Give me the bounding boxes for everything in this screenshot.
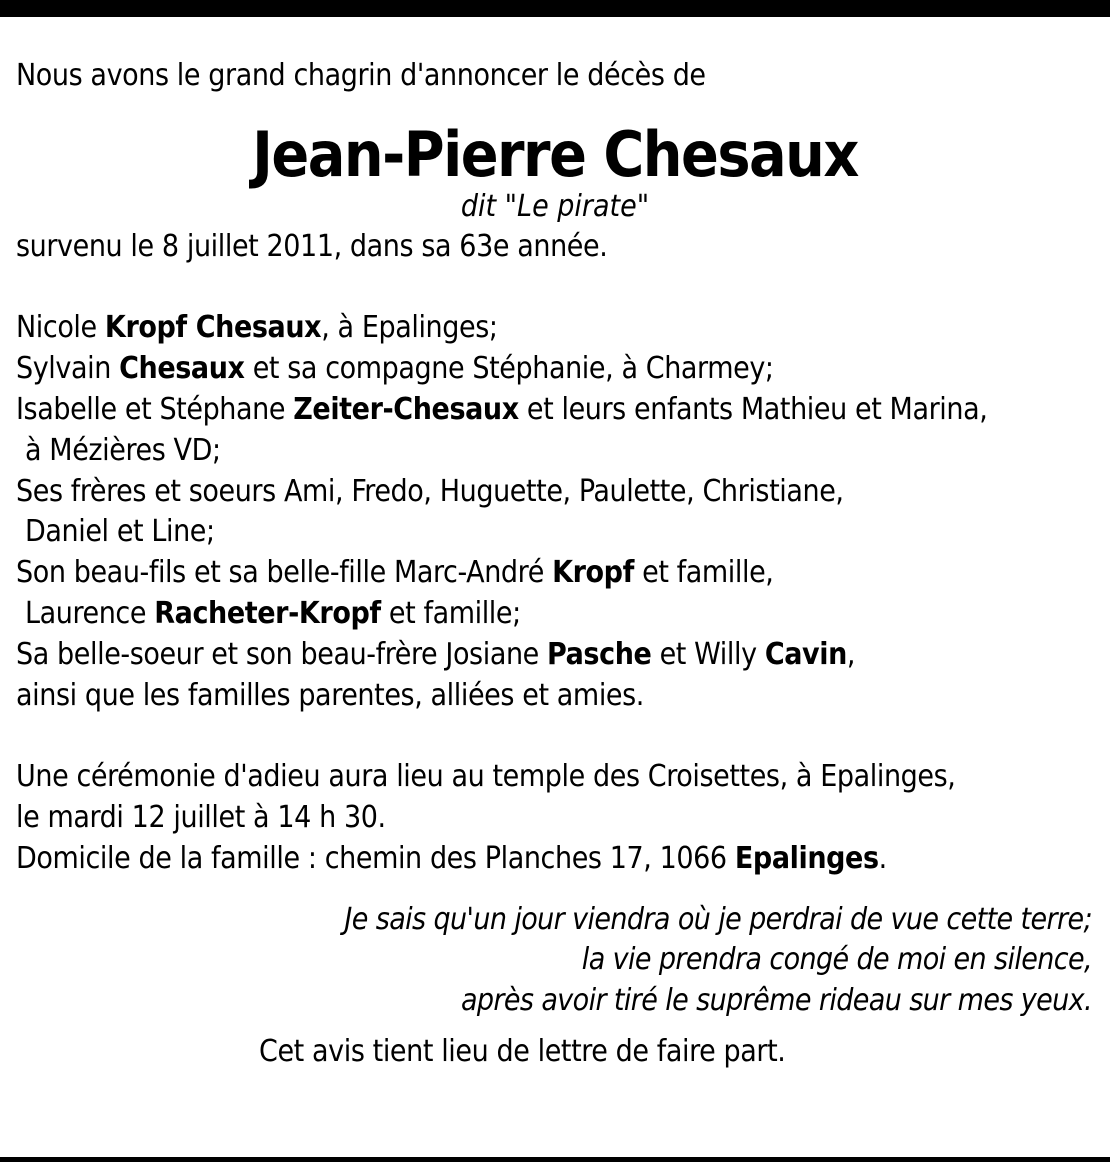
family-surname: Pasche — [547, 636, 652, 672]
family-text: et famille; — [380, 595, 521, 631]
family-line-3 — [16, 390, 1096, 431]
family-line-9 — [16, 635, 1096, 676]
death-date-line: survenu le 8 juillet 2011, dans sa 63e année. — [16, 228, 608, 264]
family-line-4: à Mézières VD; — [25, 432, 221, 468]
family-line-2 — [16, 349, 1096, 390]
family-surname: Cavin — [764, 636, 847, 672]
family-line-8 — [16, 594, 1096, 635]
family-text: et Willy — [651, 636, 765, 672]
family-line-5: Ses frères et soeurs Ami, Fredo, Huguette, Paulette, Christiane, — [16, 473, 844, 509]
poem-line-2: la vie prendra congé de moi en silence, — [581, 942, 1092, 978]
family-text: et famille, — [633, 555, 774, 591]
death-notice — [16, 56, 1096, 1073]
poem-block — [16, 900, 1092, 1022]
ceremony-text: Domicile de la famille : chemin des Planches 17, 1066 — [16, 840, 735, 876]
family-line-7 — [16, 553, 1096, 594]
family-surname: Zeiter-Chesaux — [293, 391, 519, 427]
ceremony-line-3 — [16, 839, 1096, 880]
family-line-1 — [16, 308, 1096, 349]
family-text: , à Epalinges; — [321, 310, 498, 346]
family-line-10: ainsi que les familles parentes, alliées et amies. — [16, 677, 644, 713]
ceremony-town: Epalinges — [734, 840, 879, 876]
family-text: et sa compagne Stéphanie, à Charmey; — [244, 351, 774, 387]
family-text: et leurs enfants Mathieu et Marina, — [518, 391, 988, 427]
family-text: Son beau-fils et sa belle-fille Marc-André — [16, 555, 553, 591]
deceased-name: Jean-Pierre Chesaux — [252, 117, 858, 191]
bottom-border-rule — [0, 1157, 1110, 1162]
intro-text: Nous avons le grand chagrin d'annoncer le décès de — [16, 58, 706, 93]
ceremony-line-1: Une cérémonie d'adieu aura lieu au temple des Croisettes, à Epalinges, — [16, 759, 956, 795]
top-border-rule — [0, 0, 1110, 17]
family-text: , — [846, 636, 856, 672]
family-surname: Chesaux — [119, 351, 245, 387]
family-surname: Racheter-Kropf — [154, 595, 381, 631]
family-surname: Kropf — [552, 555, 634, 591]
family-text: Sa belle-soeur et son beau-frère Josiane — [16, 636, 548, 672]
family-surname: Kropf Chesaux — [104, 310, 322, 346]
poem-line-1: Je sais qu'un jour viendra où je perdrai de vue cette terre; — [344, 901, 1092, 937]
ceremony-line-2: le mardi 12 juillet à 14 h 30. — [16, 799, 386, 835]
nickname: dit "Le pirate" — [460, 188, 650, 224]
spacer — [16, 716, 1096, 757]
family-text: Laurence — [25, 595, 155, 631]
spacer — [16, 268, 1096, 309]
family-text: Nicole — [16, 310, 105, 346]
family-text: Sylvain — [16, 351, 120, 387]
ceremony-text: . — [878, 840, 887, 876]
family-text: Isabelle et Stéphane — [16, 391, 294, 427]
poem-line-3: après avoir tiré le suprême rideau sur mes yeux. — [460, 983, 1092, 1019]
closing-note: Cet avis tient lieu de lettre de faire part. — [259, 1033, 786, 1069]
family-line-6: Daniel et Line; — [25, 514, 215, 550]
